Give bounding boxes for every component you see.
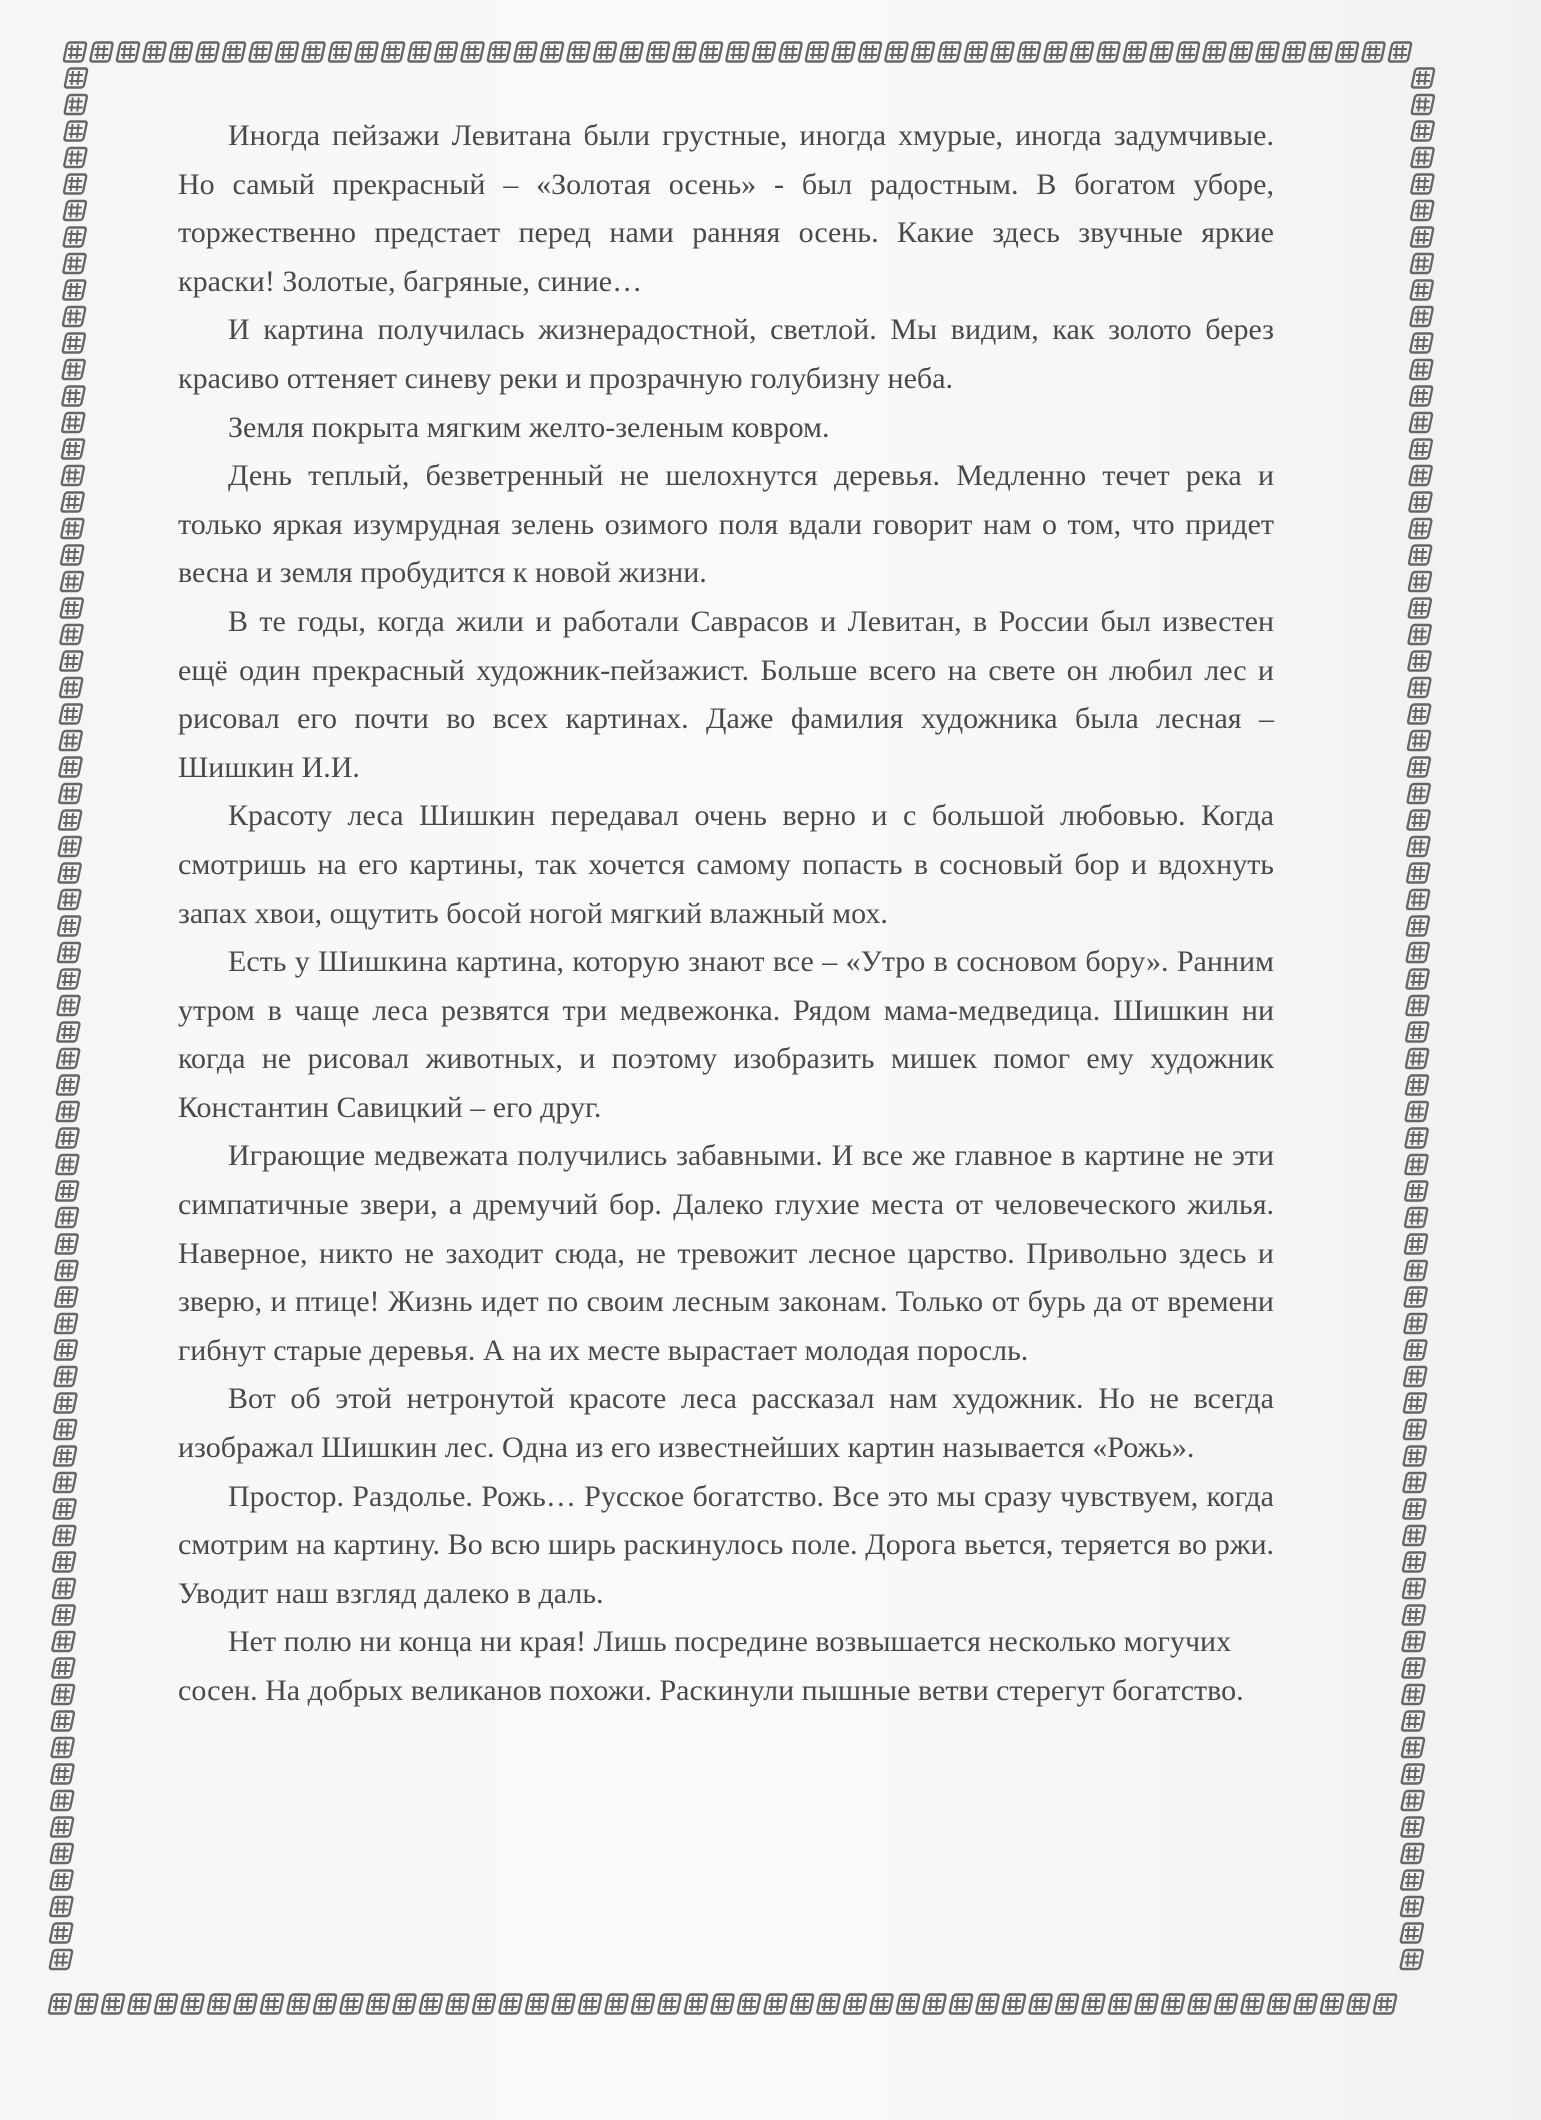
- border-knot-icon: [1411, 95, 1434, 114]
- border-knot-icon: [61, 519, 84, 538]
- border-knot-icon: [60, 678, 83, 697]
- border-knot-icon: [1029, 1995, 1052, 2014]
- border-knot-icon: [1401, 1765, 1424, 1784]
- border-knot-icon: [1402, 1712, 1425, 1731]
- border-knot-icon: [1401, 1738, 1424, 1757]
- border-knot-icon: [275, 43, 298, 62]
- border-knot-icon: [1411, 148, 1434, 167]
- border-knot-icon: [764, 1995, 787, 2014]
- border-knot-icon: [53, 1553, 76, 1572]
- border-knot-icon: [63, 254, 86, 273]
- border-knot-icon: [59, 705, 82, 724]
- border-knot-icon: [60, 625, 83, 644]
- paragraph-5: В те годы, когда жили и работали Саврасов и Левитан, в России был известен ещё один прекрасный художник-пейзажист. Больше всего на свете он любил лес и рисовал его почти во всех картинах. Даже фамилия художника была лесная – Шишкин И.И.: [178, 604, 1274, 784]
- border-knot-icon: [181, 1995, 204, 2014]
- border-knot-icon: [1082, 1995, 1105, 2014]
- border-knot-icon: [1401, 1818, 1424, 1837]
- border-knot-icon: [1411, 122, 1434, 141]
- border-knot-icon: [54, 1367, 77, 1386]
- border-knot-icon: [51, 1765, 74, 1784]
- border-knot-icon: [75, 1995, 98, 2014]
- border-knot-icon: [61, 493, 84, 512]
- border-knot-icon: [711, 1995, 734, 2014]
- border-knot-icon: [1282, 43, 1305, 62]
- border-knot-icon: [487, 43, 510, 62]
- border-knot-icon: [313, 1995, 336, 2014]
- border-knot-icon: [1408, 705, 1431, 724]
- border-knot-icon: [1150, 43, 1173, 62]
- border-knot-icon: [540, 43, 563, 62]
- border-knot-icon: [1256, 43, 1279, 62]
- paragraph-4: День теплый, безветренный не шелохнутся деревья. Медленно течет река и только яркая изумрудная зелень озимого поля вдали говорит нам о том, что придет весна и земля пробудится к новой жизни.: [178, 459, 1274, 590]
- border-knot-icon: [52, 1685, 75, 1704]
- border-knot-icon: [1123, 43, 1146, 62]
- border-knot-icon: [1406, 970, 1429, 989]
- border-knot-icon: [779, 43, 802, 62]
- paragraph-2: И картина получилась жизнерадостной, светлой. Мы видим, как золото берез красиво оттеняет синеву реки и прозрачную голубизну неба.: [178, 313, 1274, 395]
- border-knot-icon: [55, 1261, 78, 1280]
- border-knot-icon: [1188, 1995, 1211, 2014]
- border-knot-icon: [302, 43, 325, 62]
- border-knot-icon: [381, 43, 404, 62]
- border-knot-icon: [1405, 1102, 1428, 1121]
- border-knot-icon: [1403, 1473, 1426, 1492]
- border-knot-icon: [1176, 43, 1199, 62]
- border-knot-icon: [1411, 228, 1434, 247]
- border-knot-icon: [870, 1995, 893, 2014]
- paragraph-9: Вот об этой нетронутой красоте леса рассказал нам художник. Но не всегда изображал Шишкин лес. Одна из его известнейших картин называется «Рожь».: [178, 1382, 1274, 1465]
- border-knot-icon: [143, 43, 166, 62]
- border-knot-icon: [57, 943, 80, 962]
- paragraph-10: Простор. Раздолье. Рожь… Русское богатство. Все это мы сразу чувствуем, когда смотрим на картину. Во всю ширь раскинулось поле. Дорога вьется, теряется во ржи. Уводит наш взгляд далеко в даль.: [178, 1479, 1274, 1610]
- border-knot-icon: [446, 1995, 469, 2014]
- border-knot-icon: [59, 731, 82, 750]
- border-knot-icon: [1335, 43, 1358, 62]
- border-knot-icon: [52, 1579, 75, 1598]
- border-knot-icon: [1409, 440, 1432, 459]
- border-knot-icon: [923, 1995, 946, 2014]
- border-knot-icon: [1388, 43, 1411, 62]
- border-knot-icon: [1408, 731, 1431, 750]
- border-knot-icon: [1373, 1995, 1396, 2014]
- border-knot-icon: [52, 1632, 75, 1651]
- border-knot-icon: [1406, 996, 1429, 1015]
- border-knot-icon: [1411, 175, 1434, 194]
- border-knot-icon: [62, 413, 85, 432]
- border-knot-icon: [101, 1995, 124, 2014]
- border-knot-icon: [1404, 1341, 1427, 1360]
- border-knot-icon: [63, 281, 86, 300]
- border-knot-icon: [699, 43, 722, 62]
- border-knot-icon: [1404, 1235, 1427, 1254]
- border-knot-icon: [56, 1155, 79, 1174]
- border-knot-icon: [1401, 1897, 1424, 1916]
- border-knot-icon: [58, 917, 81, 936]
- border-knot-icon: [1017, 43, 1040, 62]
- border-knot-icon: [64, 122, 87, 141]
- border-knot-icon: [61, 546, 84, 565]
- border-knot-icon: [63, 201, 86, 220]
- border-knot-icon: [1409, 546, 1432, 565]
- border-knot-icon: [64, 148, 87, 167]
- border-knot-icon: [1402, 1632, 1425, 1651]
- border-knot-icon: [58, 837, 81, 856]
- border-knot-icon: [49, 1950, 72, 1969]
- border-knot-icon: [1405, 1155, 1428, 1174]
- border-knot-icon: [896, 1995, 919, 2014]
- border-knot-icon: [328, 43, 351, 62]
- border-knot-icon: [1410, 387, 1433, 406]
- border-knot-icon: [116, 43, 139, 62]
- border-knot-icon: [62, 360, 85, 379]
- border-knot-icon: [1347, 1995, 1370, 2014]
- border-knot-icon: [1407, 864, 1430, 883]
- border-knot-icon: [1406, 943, 1429, 962]
- border-knot-icon: [1229, 43, 1252, 62]
- border-knot-icon: [50, 1924, 73, 1943]
- border-top: [63, 43, 1411, 62]
- border-knot-icon: [1410, 307, 1433, 326]
- border-knot-icon: [1135, 1995, 1158, 2014]
- border-knot-icon: [1403, 1420, 1426, 1439]
- border-knot-icon: [593, 43, 616, 62]
- border-left: [49, 69, 87, 1970]
- border-knot-icon: [58, 890, 81, 909]
- border-knot-icon: [1070, 43, 1093, 62]
- border-knot-icon: [90, 43, 113, 62]
- border-knot-icon: [1410, 281, 1433, 300]
- border-knot-icon: [419, 1995, 442, 2014]
- border-knot-icon: [605, 1995, 628, 2014]
- border-knot-icon: [514, 43, 537, 62]
- border-knot-icon: [1406, 1049, 1429, 1068]
- border-knot-icon: [408, 43, 431, 62]
- border-knot-icon: [1401, 1871, 1424, 1890]
- border-knot-icon: [64, 175, 87, 194]
- paragraph-3: Земля покрыта мягким желто-зеленым ковром.: [228, 410, 830, 444]
- border-knot-icon: [1161, 1995, 1184, 2014]
- border-knot-icon: [1405, 1129, 1428, 1148]
- border-knot-icon: [684, 1995, 707, 2014]
- paragraph-1: Иногда пейзажи Левитана были грустные, иногда хмурые, иногда задумчивые. Но самый прекрасный – «Золотая осень» - был радостным. В богатом уборе, торжественно предстает перед нами ранняя осень. Какие здесь звучные яркие краски! Золотые, багряные, синие…: [178, 119, 1274, 298]
- border-knot-icon: [169, 43, 192, 62]
- border-knot-icon: [1410, 360, 1433, 379]
- border-knot-icon: [737, 1995, 760, 2014]
- border-knot-icon: [57, 970, 80, 989]
- border-knot-icon: [858, 43, 881, 62]
- border-knot-icon: [1362, 43, 1385, 62]
- border-knot-icon: [1410, 254, 1433, 273]
- border-knot-icon: [1408, 625, 1431, 644]
- border-knot-icon: [249, 43, 272, 62]
- border-knot-icon: [57, 996, 80, 1015]
- border-knot-icon: [1410, 334, 1433, 353]
- border-knot-icon: [54, 1341, 77, 1360]
- border-knot-icon: [1407, 758, 1430, 777]
- border-knot-icon: [646, 43, 669, 62]
- border-knot-icon: [752, 43, 775, 62]
- border-knot-icon: [59, 811, 82, 830]
- border-knot-icon: [938, 43, 961, 62]
- border-knot-icon: [53, 1526, 76, 1545]
- border-knot-icon: [260, 1995, 283, 2014]
- border-knot-icon: [1404, 1394, 1427, 1413]
- border-knot-icon: [499, 1995, 522, 2014]
- border-knot-icon: [62, 440, 85, 459]
- border-knot-icon: [1408, 572, 1431, 591]
- border-knot-icon: [1404, 1288, 1427, 1307]
- border-knot-icon: [1097, 43, 1120, 62]
- border-knot-icon: [525, 1995, 548, 2014]
- border-knot-icon: [1214, 1995, 1237, 2014]
- border-knot-icon: [472, 1995, 495, 2014]
- border-knot-icon: [461, 43, 484, 62]
- border-knot-icon: [53, 1500, 76, 1519]
- border-knot-icon: [976, 1995, 999, 2014]
- border-knot-icon: [1407, 784, 1430, 803]
- border-knot-icon: [54, 1420, 77, 1439]
- border-knot-icon: [1401, 1844, 1424, 1863]
- border-knot-icon: [1404, 1261, 1427, 1280]
- border-knot-icon: [552, 1995, 575, 2014]
- border-knot-icon: [56, 1076, 79, 1095]
- border-knot-icon: [1402, 1685, 1425, 1704]
- border-knot-icon: [1407, 811, 1430, 830]
- paragraph-6: Красоту леса Шишкин передавал очень верно и с большой любовью. Когда смотришь на его картины, так хочется самому попасть в сосновый бор и вдохнуть запах хвои, ощутить босой ногой мягкий влажный мох.: [178, 799, 1274, 930]
- border-knot-icon: [1409, 493, 1432, 512]
- border-knot-icon: [196, 43, 219, 62]
- border-knot-icon: [58, 864, 81, 883]
- border-knot-icon: [59, 758, 82, 777]
- border-knot-icon: [50, 1844, 73, 1863]
- border-knot-icon: [843, 1995, 866, 2014]
- border-knot-icon: [1400, 1924, 1423, 1943]
- border-knot-icon: [287, 1995, 310, 2014]
- border-knot-icon: [1405, 1208, 1428, 1227]
- border-knot-icon: [1203, 43, 1226, 62]
- border-knot-icon: [53, 1473, 76, 1492]
- border-knot-icon: [673, 43, 696, 62]
- border-knot-icon: [50, 1818, 73, 1837]
- border-knot-icon: [805, 43, 828, 62]
- border-knot-icon: [55, 1288, 78, 1307]
- border-knot-icon: [62, 334, 85, 353]
- border-knot-icon: [1403, 1526, 1426, 1545]
- border-knot-icon: [393, 1995, 416, 2014]
- border-knot-icon: [434, 43, 457, 62]
- border-knot-icon: [1402, 1659, 1425, 1678]
- border-knot-icon: [1406, 917, 1429, 936]
- border-knot-icon: [1411, 201, 1434, 220]
- border-knot-icon: [991, 43, 1014, 62]
- border-knot-icon: [128, 1995, 151, 2014]
- border-knot-icon: [1408, 678, 1431, 697]
- border-knot-icon: [55, 1314, 78, 1333]
- border-knot-icon: [1404, 1367, 1427, 1386]
- border-knot-icon: [1403, 1500, 1426, 1519]
- border-knot-icon: [53, 1447, 76, 1466]
- border-knot-icon: [1309, 43, 1332, 62]
- border-knot-icon: [52, 1659, 75, 1678]
- border-knot-icon: [567, 43, 590, 62]
- border-knot-icon: [222, 43, 245, 62]
- border-knot-icon: [63, 307, 86, 326]
- border-knot-icon: [56, 1102, 79, 1121]
- border-knot-icon: [54, 1394, 77, 1413]
- border-right: [1400, 69, 1434, 1970]
- border-knot-icon: [55, 1208, 78, 1227]
- paragraph-8: Играющие медвежата получились забавными. И все же главное в картине не эти симпатичные звери, а дремучий бор. Далеко глухие места от человеческого жилья. Наверное, никто не заходит сюда, не тревожит лесное царство. Привольно здесь и зверю, и птице! Жизнь идет по своим лесным законам. Только от бурь да от времени гибнут старые деревья. А на их месте вырастает молодая поросль.: [178, 1139, 1274, 1367]
- border-knot-icon: [62, 387, 85, 406]
- border-knot-icon: [1267, 1995, 1290, 2014]
- border-knot-icon: [51, 1712, 74, 1731]
- border-knot-icon: [56, 1129, 79, 1148]
- border-knot-icon: [1407, 890, 1430, 909]
- border-knot-icon: [1108, 1995, 1131, 2014]
- border-knot-icon: [817, 1995, 840, 2014]
- border-knot-icon: [832, 43, 855, 62]
- border-knot-icon: [1406, 1023, 1429, 1042]
- paragraph-7: Есть у Шишкина картина, которую знают все – «Утро в сосновом бору». Ранним утром в чаще леса резвятся три медвежонка. Рядом мама-медведица. Шишкин ни когда не рисовал животных, и поэтому изобразить мишек помог ему художник Константин Савицкий – его друг.: [178, 945, 1274, 1124]
- border-knot-icon: [1400, 1950, 1423, 1969]
- border-knot-icon: [1402, 1579, 1425, 1598]
- border-knot-icon: [60, 652, 83, 671]
- border-knot-icon: [1409, 413, 1432, 432]
- border-knot-icon: [726, 43, 749, 62]
- border-knot-icon: [1294, 1995, 1317, 2014]
- border-knot-icon: [578, 1995, 601, 2014]
- border-knot-icon: [1407, 837, 1430, 856]
- border-knot-icon: [885, 43, 908, 62]
- body-text: [178, 112, 1274, 1716]
- border-bottom: [48, 1995, 1396, 2014]
- border-knot-icon: [154, 1995, 177, 2014]
- border-knot-icon: [1055, 1995, 1078, 2014]
- border-knot-icon: [1408, 652, 1431, 671]
- border-knot-icon: [1405, 1182, 1428, 1201]
- border-knot-icon: [234, 1995, 257, 2014]
- border-knot-icon: [964, 43, 987, 62]
- border-knot-icon: [1403, 1447, 1426, 1466]
- border-knot-icon: [366, 1995, 389, 2014]
- border-knot-icon: [61, 466, 84, 485]
- border-knot-icon: [57, 1023, 80, 1042]
- border-knot-icon: [1401, 1791, 1424, 1810]
- border-knot-icon: [1409, 466, 1432, 485]
- border-knot-icon: [1411, 69, 1434, 88]
- border-knot-icon: [1409, 519, 1432, 538]
- border-knot-icon: [1408, 599, 1431, 618]
- border-knot-icon: [658, 1995, 681, 2014]
- border-knot-icon: [355, 43, 378, 62]
- border-knot-icon: [1241, 1995, 1264, 2014]
- border-knot-icon: [55, 1235, 78, 1254]
- border-knot-icon: [60, 572, 83, 591]
- border-knot-icon: [631, 1995, 654, 2014]
- border-knot-icon: [1044, 43, 1067, 62]
- border-knot-icon: [1405, 1076, 1428, 1095]
- border-knot-icon: [1320, 1995, 1343, 2014]
- border-knot-icon: [64, 69, 87, 88]
- border-knot-icon: [57, 1049, 80, 1068]
- border-knot-icon: [51, 1738, 74, 1757]
- border-knot-icon: [790, 1995, 813, 2014]
- border-knot-icon: [340, 1995, 363, 2014]
- paragraph-11: Нет полю ни конца ни края! Лишь посредине возвышается несколько могучих сосен. На добрых великанов похожи. Раскинули пышные ветви стерегут богатство.: [178, 1625, 1244, 1707]
- border-knot-icon: [60, 599, 83, 618]
- border-knot-icon: [1002, 1995, 1025, 2014]
- border-knot-icon: [50, 1871, 73, 1890]
- border-knot-icon: [1403, 1553, 1426, 1572]
- border-knot-icon: [63, 43, 86, 62]
- border-knot-icon: [207, 1995, 230, 2014]
- border-knot-icon: [51, 1791, 74, 1810]
- border-knot-icon: [59, 784, 82, 803]
- border-knot-icon: [56, 1182, 79, 1201]
- border-knot-icon: [949, 1995, 972, 2014]
- border-knot-icon: [64, 95, 87, 114]
- border-knot-icon: [52, 1606, 75, 1625]
- border-knot-icon: [911, 43, 934, 62]
- border-knot-icon: [620, 43, 643, 62]
- border-knot-icon: [1402, 1606, 1425, 1625]
- border-knot-icon: [1404, 1314, 1427, 1333]
- border-knot-icon: [48, 1995, 71, 2014]
- border-knot-icon: [63, 228, 86, 247]
- border-knot-icon: [50, 1897, 73, 1916]
